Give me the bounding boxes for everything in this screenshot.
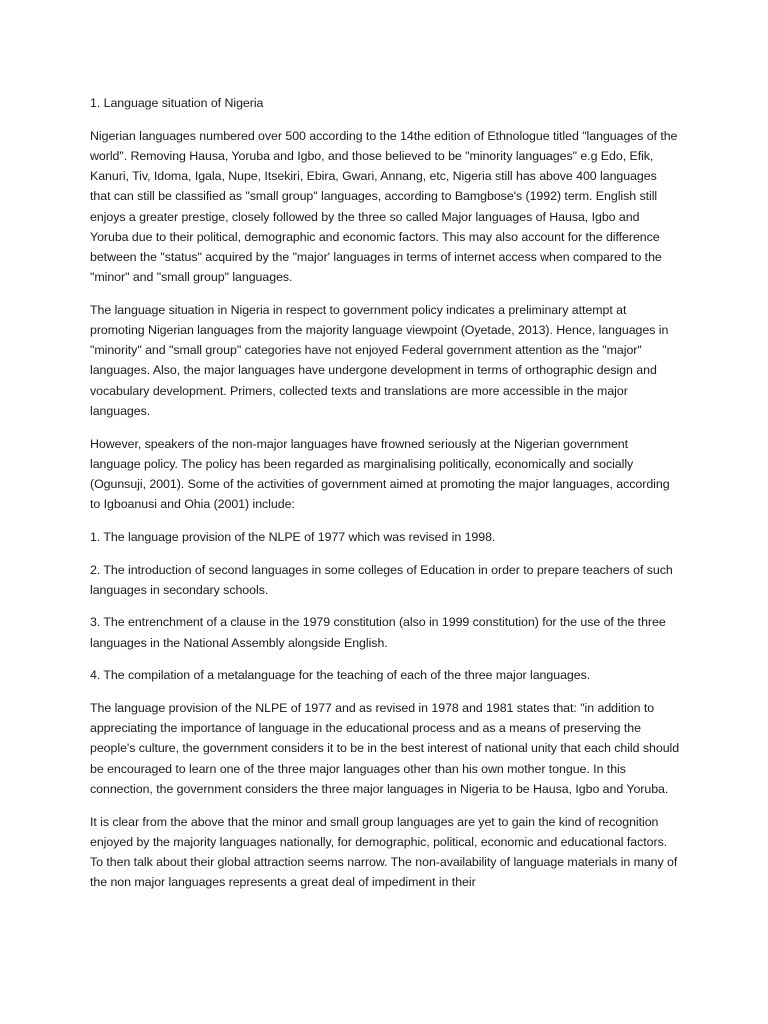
document-page: [90, 93, 680, 905]
list-item-3: 3. The entrenchment of a clause in the 1979 constitution (also in 1999 constitution) for the use of the three languages in the National Assembly alongside English.: [90, 615, 666, 650]
paragraph-nlpe-provision: The language provision of the NLPE of 1977 and as revised in 1978 and 1981 states that: "in addition to appreciating the importance of language in the educational process and as a means of preserving the people's culture, the government considers it to be in the best interest of national unity that each child should be encouraged to learn one of the three major languages other than his own mother tongue. In this connection, the government considers the three major languages in Nigeria to be Hausa, Igbo and Yoruba.: [90, 701, 680, 796]
list-item-4: 4. The compilation of a metalanguage for the teaching of each of the three major languages.: [90, 668, 591, 683]
section-heading: 1. Language situation of Nigeria: [90, 96, 264, 110]
paragraph-conclusion: It is clear from the above that the minor and small group languages are yet to gain the kind of recognition enjoyed by the majority languages nationally, for demographic, political, economic and educational factors. To then talk about their global attraction seems narrow. The non-availability of language materials in many of the non major languages represents a great deal of impediment in their: [90, 814, 678, 890]
paragraph-non-major-speakers: However, speakers of the non-major languages have frowned seriously at the Nigerian government language policy. The policy has been regarded as marginalising politically, economically and socially (Ogunsuji, 2001). Some of the activities of government aimed at promoting the major languages, according to Igboanusi and Ohia (2001) include:: [90, 436, 670, 512]
list-item-2: 2. The introduction of second languages in some colleges of Education in order to prepare teachers of such languages in secondary schools.: [90, 562, 673, 597]
paragraph-government-policy: The language situation in Nigeria in respect to government policy indicates a preliminary attempt at promoting Nigerian languages from the majority language viewpoint (Oyetade, 2013). Hence, languages in "minority" and "small group" categories have not enjoyed Federal government attention as the "major" languages. Also, the major languages have undergone development in terms of orthographic design and vocabulary development. Primers, collected texts and translations are more accessible in the major languages.: [90, 302, 669, 418]
list-item-1: 1. The language provision of the NLPE of 1977 which was revised in 1998.: [90, 529, 496, 544]
paragraph-ethnologue: Nigerian languages numbered over 500 according to the 14the edition of Ethnologue titled "languages of the world". Removing Hausa, Yoruba and Igbo, and those believed to be "minority languages" e.g Edo, Efik, Kanuri, Tiv, Idoma, Igala, Nupe, Itsekiri, Ebira, Gwari, Annang, etc, Nigeria still has above 400 languages that can still be classified as "small group" languages, according to Bamgbose's (1992) term. English still enjoys a greater prestige, closely followed by the three so called Major languages of Hausa, Igbo and Yoruba due to their political, demographic and economic factors. This may also account for the difference between the "status" acquired by the "major' languages in terms of internet access when compared to the "minor" and "small group" languages.: [90, 128, 678, 285]
